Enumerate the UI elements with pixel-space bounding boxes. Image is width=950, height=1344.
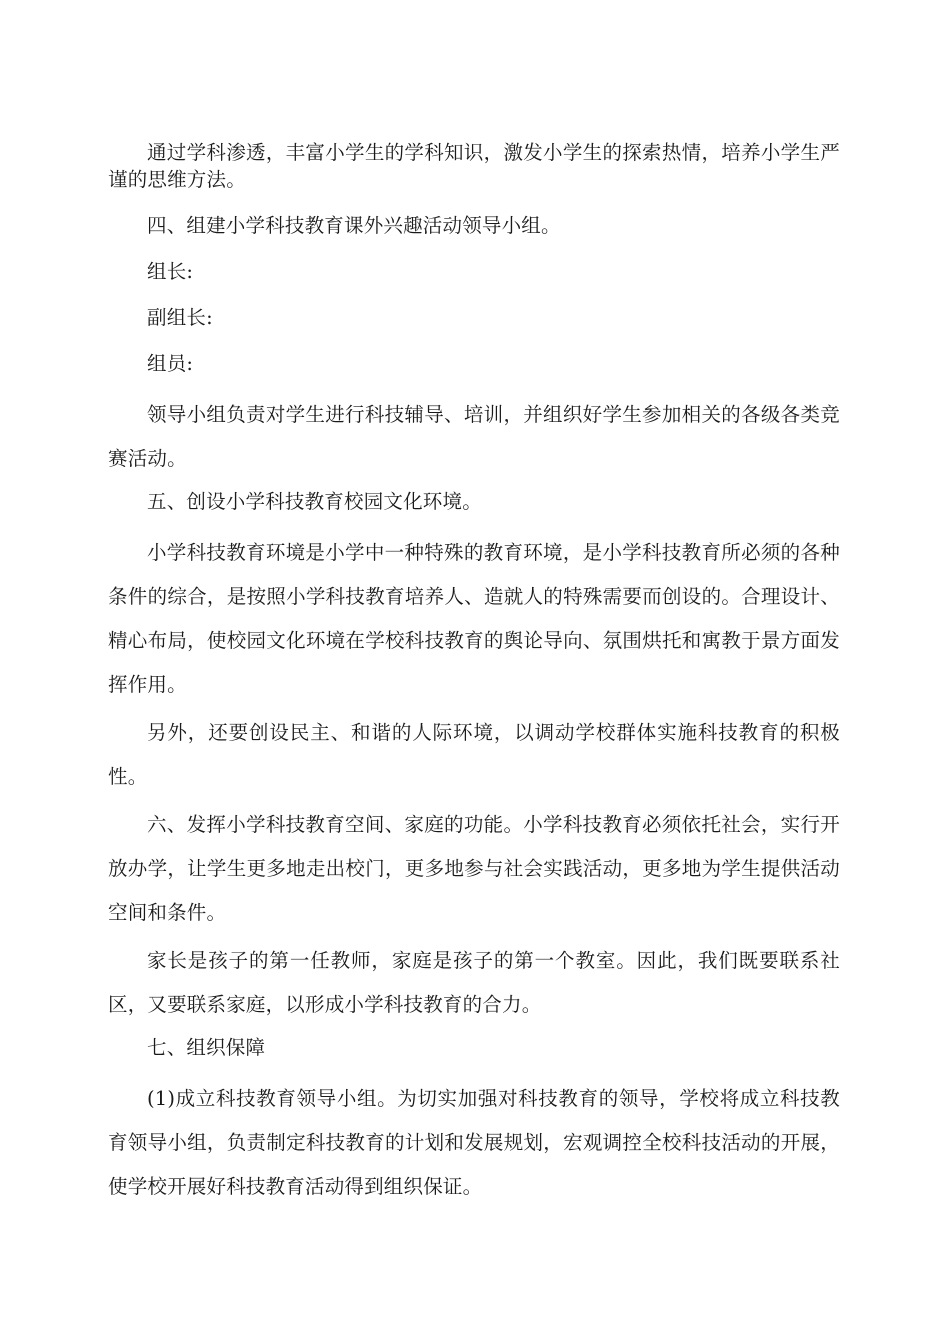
heading-section-four: 四、组建小学科技教育课外兴趣活动领导小组。	[147, 214, 561, 237]
field-group-leader: 组长:	[147, 260, 194, 283]
paragraph-family-role: 家长是孩子的第一任教师，家庭是孩子的第一个教室。因此，我们既要联系社区，又要联系家庭，以形成小学科技教育的合力。	[108, 949, 840, 1016]
paragraph-interpersonal-environment: 另外，还要创设民主、和谐的人际环境，以调动学校群体实施科技教育的积极性。	[108, 721, 840, 788]
document-page	[108, 139, 840, 1213]
heading-section-seven: 七、组织保障	[147, 1036, 266, 1059]
heading-section-five: 五、创设小学科技教育校园文化环境。	[147, 490, 482, 513]
field-deputy-leader: 副组长:	[147, 306, 213, 329]
paragraph-subject-penetration: 通过学科渗透，丰富小学生的学科知识，激发小学生的探索热情，培养小学生严谨的思维方法。	[108, 141, 840, 191]
paragraph-campus-environment: 小学科技教育环境是小学中一种特殊的教育环境，是小学科技教育所必须的各种条件的综合，是按照小学科技教育培养人、造就人的特殊需要而创设的。合理设计、精心布局，使校园文化环境在学校科技教育的舆论导向、氛围烘托和寓教于景方面发挥作用。	[108, 541, 840, 696]
field-group-members: 组员:	[147, 352, 194, 375]
paragraph-section-six: 六、发挥小学科技教育空间、家庭的功能。小学科技教育必须依托社会，实行开放办学，让学生更多地走出校门，更多地参与社会实践活动，更多地为学生提供活动空间和条件。	[108, 813, 840, 924]
paragraph-leadership-duties: 领导小组负责对学生进行科技辅导、培训，并组织好学生参加相关的各级各类竞赛活动。	[108, 403, 840, 470]
paragraph-leadership-group-setup: (1)成立科技教育领导小组。为切实加强对科技教育的领导，学校将成立科技教育领导小组，负责制定科技教育的计划和发展规划，宏观调控全校科技活动的开展，使学校开展好科技教育活动得到组织保证。	[108, 1087, 840, 1198]
